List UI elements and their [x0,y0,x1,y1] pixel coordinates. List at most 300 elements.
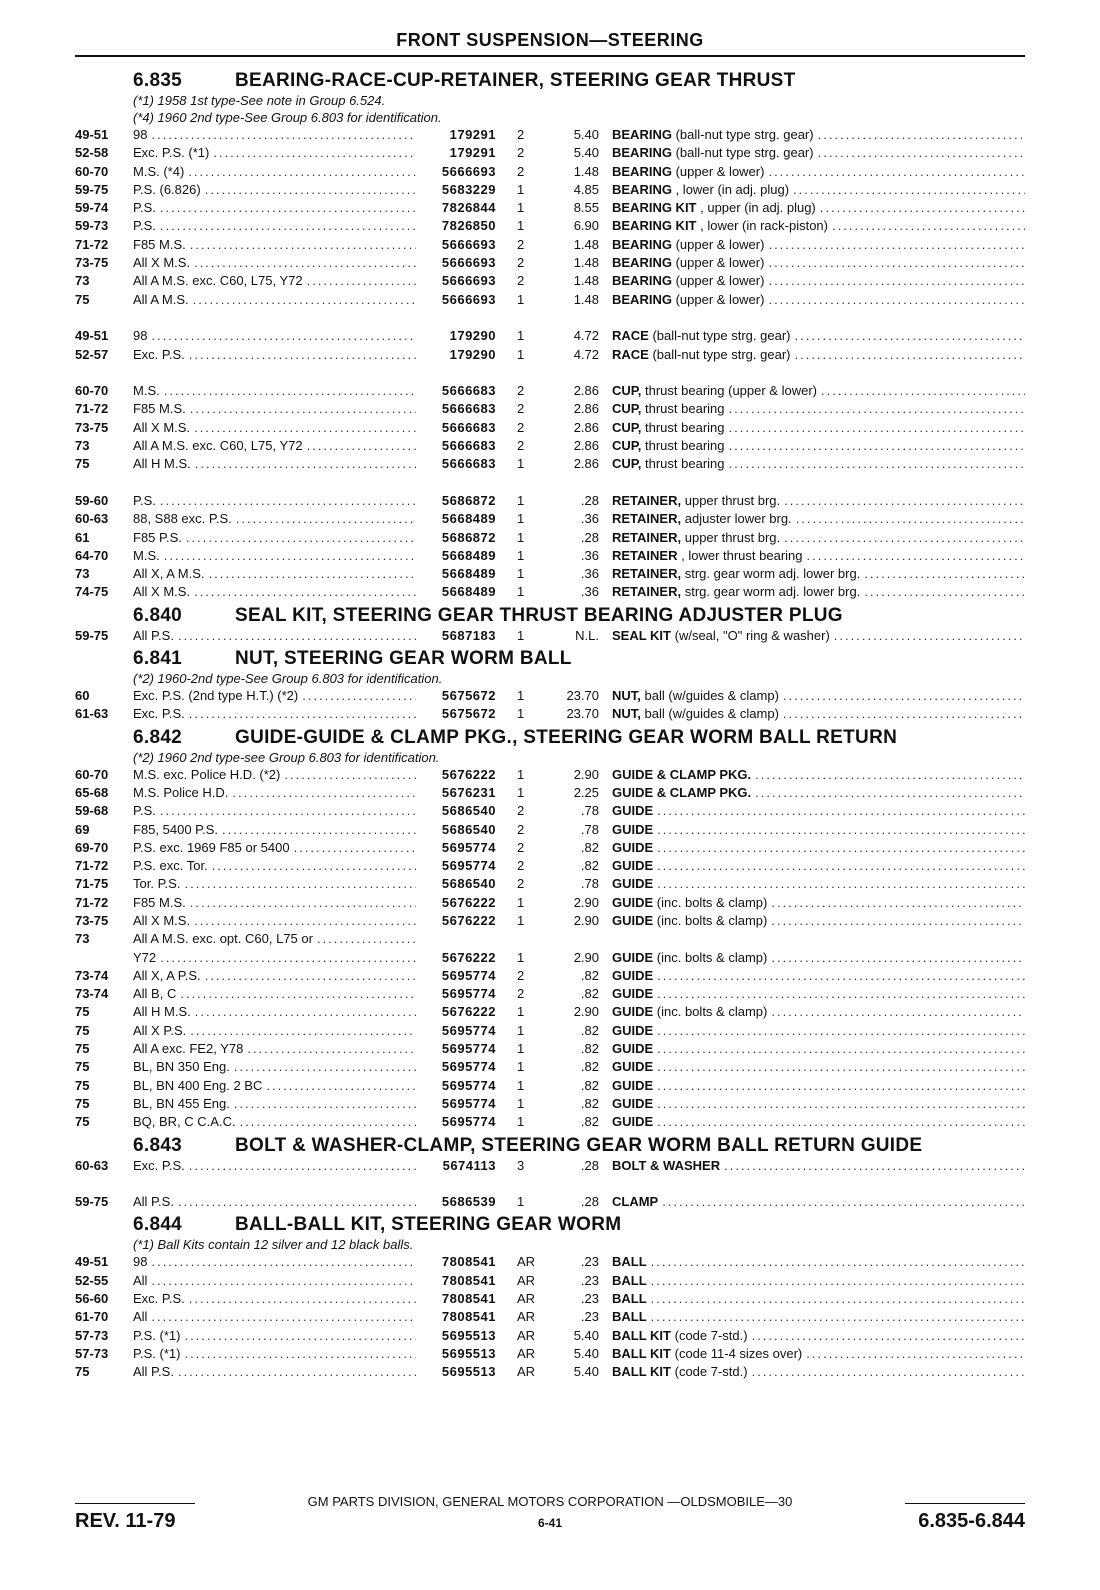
leader-dots [651,1253,1025,1271]
leader-dots [783,705,1025,723]
price: .82 [580,1114,599,1130]
application-cell [133,1290,416,1308]
leader-dots [794,346,1025,364]
application-cell [133,894,416,912]
quantity: AR [517,1272,536,1288]
model-years: 59-74 [75,200,109,216]
leader-dots [752,1327,1025,1345]
description [612,894,767,912]
price: .36 [580,566,599,582]
quantity: 2 [517,383,525,399]
application: BL, BN 400 Eng. 2 BC [133,1077,263,1093]
description-cell [599,1040,1025,1058]
description-detail: thrust bearing [645,456,725,472]
part-number: 5666693 [441,291,496,307]
description-detail: upper thrust brg. [684,492,781,508]
description-detail: strg. gear worm adj. lower brg. [684,566,861,582]
description [612,766,751,784]
part-number: 5666693 [441,273,496,289]
description [612,181,789,199]
catalog-content [75,67,1025,1382]
description-name: GUIDE & CLAMP PKG. [612,766,752,782]
leader-dots [151,1272,416,1290]
model-years: 52-58 [75,145,109,161]
price: .82 [580,1041,599,1057]
description-name: RACE [612,328,649,344]
price: 1.48 [573,291,599,307]
leader-dots [657,1022,1025,1040]
leader-dots [151,1253,416,1271]
application: F85 M.S. [133,401,186,417]
application: F85, 5400 P.S. [133,821,219,837]
description-cell [599,510,1025,528]
leader-dots [657,1040,1025,1058]
application-cell [133,1363,416,1381]
leader-dots [657,821,1025,839]
leader-dots [793,181,1025,199]
price: 4.72 [573,328,599,344]
description-name: GUIDE [612,858,654,874]
description-cell [599,985,1025,1003]
model-years: 73-74 [75,967,109,983]
part-number: 5686540 [441,821,496,837]
description [612,705,779,723]
description-detail: ball (w/guides & clamp) [644,688,779,704]
application: All P.S. [133,1194,174,1210]
leader-dots [657,802,1025,820]
price: .23 [580,1309,599,1325]
part-number: 5666683 [441,401,496,417]
part-number: 5695513 [441,1345,496,1361]
application: All X M.S. [133,419,191,435]
description-detail: (upper & lower) [675,236,765,252]
parts-row [75,236,1025,254]
section-number: 6.840 [133,604,183,626]
leader-dots [783,687,1025,705]
section-note: (*1) Ball Kits contain 12 silver and 12 black balls. [133,1237,414,1253]
part-number: 5695774 [441,839,496,855]
quantity: 2 [517,438,525,454]
parts-row [75,254,1025,272]
description-cell [599,687,1025,705]
description-name: BALL KIT [612,1345,671,1361]
part-number: 5686540 [441,876,496,892]
model-years: 60-70 [75,766,109,782]
description [612,912,767,930]
description-detail: (upper & lower) [675,291,765,307]
price: .23 [580,1291,599,1307]
application: Exc. P.S. (*1) [133,145,210,161]
model-years: 56-60 [75,1291,109,1307]
parts-row [75,687,1025,705]
application-cell [133,163,416,181]
leader-dots [189,1157,416,1175]
description-name: GUIDE [612,1041,654,1057]
description-detail: (inc. bolts & clamp) [656,949,768,965]
leader-dots [151,1308,416,1326]
parts-row [75,1003,1025,1021]
description [612,346,790,364]
leader-dots [729,400,1025,418]
part-number: 5695774 [441,967,496,983]
leader-dots [821,382,1025,400]
quantity: 3 [517,1157,525,1173]
application: P.S. [133,803,156,819]
part-number: 5666693 [441,255,496,271]
application-cell [133,510,416,528]
part-number: 5686872 [441,529,496,545]
price: .28 [580,529,599,545]
price: 2.25 [573,784,599,800]
parts-row [75,875,1025,893]
leader-dots [729,455,1025,473]
description-detail: (inc. bolts & clamp) [656,912,768,928]
section-heading [75,727,1025,748]
application-cell [133,437,416,455]
price: 1.48 [573,255,599,271]
price: .82 [580,1022,599,1038]
model-years: 60-63 [75,511,109,527]
application-cell [133,1022,416,1040]
model-years [75,949,133,967]
model-years: 59-75 [75,627,109,643]
application: P.S. exc. Tor. [133,858,208,874]
parts-row [75,1327,1025,1345]
quantity: 1 [517,1004,525,1020]
model-years: 71-72 [75,858,109,874]
description-cell [599,144,1025,162]
application: All X M.S. [133,912,191,928]
description-cell [599,272,1025,290]
application: Exc. P.S. [133,1291,185,1307]
description-cell [599,1290,1025,1308]
part-number: 7808541 [441,1291,496,1307]
description-name: GUIDE [612,1114,654,1130]
model-years: 61 [75,529,90,545]
price: .82 [580,858,599,874]
parts-row [75,802,1025,820]
parts-row [75,1077,1025,1095]
part-number: 5676222 [441,912,496,928]
parts-row [75,1308,1025,1326]
description [612,272,764,290]
application-cell [133,687,416,705]
section-title: BEARING-RACE-CUP-RETAINER, STEERING GEAR THRUST [235,70,796,91]
application-cell [133,930,416,948]
model-years: 71-72 [75,236,109,252]
parts-row [75,181,1025,199]
parts-row [75,199,1025,217]
model-years: 61-63 [75,706,109,722]
model-years: 73-75 [75,255,109,271]
section-heading [75,648,1025,669]
model-years: 73-75 [75,419,109,435]
application: P.S. [133,200,156,216]
description-cell [599,894,1025,912]
section-number: 6.835 [133,70,183,91]
parts-row [75,583,1025,601]
parts-row [75,1040,1025,1058]
description-name: NUT, [612,688,641,704]
price: 5.40 [573,1364,599,1380]
description [612,1272,647,1290]
application-cell [133,912,416,930]
description-detail: (inc. bolts & clamp) [656,894,768,910]
description [612,1095,653,1113]
description-detail: thrust bearing [645,419,725,435]
part-number: 5666683 [441,456,496,472]
description [612,1193,658,1211]
description-name: SEAL KIT [612,627,671,643]
description-detail: (code 7-std.) [674,1327,748,1343]
application-cell [133,1345,416,1363]
application-cell [133,455,416,473]
description-cell [599,1363,1025,1381]
model-years: 75 [75,456,90,472]
application-cell [133,419,416,437]
quantity: 1 [517,456,525,472]
parts-row [75,510,1025,528]
price: 5.40 [573,1345,599,1361]
description [612,547,803,565]
model-years: 73 [75,438,90,454]
model-years: 73 [75,273,90,289]
quantity: 2 [517,858,525,874]
price: 2.90 [573,1004,599,1020]
price: 2.90 [573,912,599,928]
leader-dots [818,144,1025,162]
quantity: 1 [517,949,525,965]
section-number: 6.843 [133,1134,183,1156]
description-cell [599,163,1025,181]
part-number: 5686872 [441,492,496,508]
application: 88, S88 exc. P.S. [133,511,232,527]
model-years: 75 [75,1364,90,1380]
leader-dots [651,1272,1025,1290]
description-cell [599,492,1025,510]
leader-dots [307,437,416,455]
description-detail: , lower (in rack-piston) [700,218,828,234]
model-years: 73 [75,566,90,582]
description-detail: thrust bearing [645,438,725,454]
price: .82 [580,1059,599,1075]
leader-dots [820,199,1025,217]
footer-rule-left [75,1503,195,1504]
model-years: 57-73 [75,1327,109,1343]
description-name: GUIDE [612,894,654,910]
description-name: BALL KIT [612,1364,671,1380]
application: M.S. exc. Police H.D. (*2) [133,766,281,782]
application-cell [133,327,416,345]
application: All A exc. FE2, Y78 [133,1041,244,1057]
part-number: 7808541 [441,1309,496,1325]
leader-dots [160,217,416,235]
model-years: 75 [75,1004,90,1020]
description-detail: strg. gear worm adj. lower brg. [684,584,861,600]
description [612,857,653,875]
description [612,1040,653,1058]
parts-row [75,821,1025,839]
section-title: NUT, STEERING GEAR WORM BALL [235,648,572,670]
section-note: (*2) 1960-2nd type-See Group 6.803 for identification. [133,671,443,687]
price: 2.86 [573,383,599,399]
quantity: 2 [517,419,525,435]
part-number: 5695513 [441,1364,496,1380]
application: All [133,1309,148,1325]
quantity: 1 [517,346,525,362]
application: M.S. Police H.D. [133,784,229,800]
description-name: BOLT & WASHER [612,1157,721,1173]
leader-dots [189,705,416,723]
quantity: 1 [517,688,525,704]
model-years: 59-75 [75,181,109,197]
description-name: BEARING KIT [612,200,697,216]
row-gap [75,474,1025,492]
section-title: SEAL KIT, STEERING GEAR THRUST BEARING ADJUSTER PLUG [235,604,843,626]
parts-row [75,382,1025,400]
description-cell [599,821,1025,839]
description-name: BALL [612,1254,647,1270]
description-cell [599,565,1025,583]
description [612,291,764,309]
application: All H M.S. [133,456,191,472]
description [612,455,725,473]
parts-row [75,1058,1025,1076]
description-detail: upper thrust brg. [684,529,781,545]
application-cell [133,857,416,875]
description [612,627,830,645]
part-number: 5695513 [441,1327,496,1343]
parts-row [75,492,1025,510]
quantity: 1 [517,766,525,782]
header-rule [75,55,1025,57]
model-years: 59-73 [75,218,109,234]
leader-dots [164,382,416,400]
part-number: 5695774 [441,1114,496,1130]
model-years: 73-75 [75,912,109,928]
price: N.L. [575,627,599,643]
part-number: 5695774 [441,1022,496,1038]
parts-row [75,967,1025,985]
leader-dots [190,236,416,254]
row-gap [75,1175,1025,1193]
parts-row [75,1157,1025,1175]
description [612,1253,647,1271]
description-name: GUIDE [612,967,654,983]
quantity: 2 [517,163,525,179]
parts-row [75,784,1025,802]
leader-dots [209,565,416,583]
application: P.S. (6.826) [133,181,201,197]
quantity: 1 [517,291,525,307]
description-cell [599,529,1025,547]
application-cell [133,565,416,583]
price: 6.90 [573,218,599,234]
quantity: 1 [517,894,525,910]
parts-row [75,1363,1025,1381]
model-years: 59-75 [75,1194,109,1210]
parts-row [75,930,1025,948]
price: .78 [580,803,599,819]
leader-dots [724,1157,1025,1175]
quantity: 1 [517,547,525,563]
leader-dots [771,894,1025,912]
application: BL, BN 350 Eng. [133,1059,230,1075]
leader-dots [178,1193,416,1211]
model-years: 75 [75,1041,90,1057]
application: All X, A P.S. [133,967,201,983]
leader-dots [178,627,416,645]
part-number: 5676222 [441,894,496,910]
application: All X M.S. [133,584,191,600]
leader-dots [195,1003,416,1021]
parts-row [75,400,1025,418]
leader-dots [294,839,416,857]
price: .82 [580,1095,599,1111]
application-cell [133,985,416,1003]
part-number: 5683229 [441,181,496,197]
quantity: 1 [517,706,525,722]
description-cell [599,1253,1025,1271]
quantity: 1 [517,912,525,928]
application-cell [133,705,416,723]
part-number: 7808541 [441,1254,496,1270]
quantity: 1 [517,218,525,234]
price: 2.86 [573,456,599,472]
description-cell [599,839,1025,857]
parts-row [75,455,1025,473]
quantity: AR [517,1345,536,1361]
parts-row [75,291,1025,309]
description [612,1077,653,1095]
price: .28 [580,492,599,508]
description [612,583,860,601]
leader-dots [205,967,416,985]
section-heading [75,1135,1025,1156]
leader-dots [771,1003,1025,1021]
application-cell [133,126,416,144]
section-note: (*1) 1958 1st type-See note in Group 6.524. [133,93,386,108]
application-cell [133,181,416,199]
description [612,1058,653,1076]
description [612,1290,647,1308]
description [612,1157,720,1175]
model-years: 69 [75,821,90,837]
quantity: 2 [517,986,525,1002]
leader-dots [784,492,1025,510]
description [612,529,780,547]
description-name: GUIDE [612,1022,654,1038]
leader-dots [657,967,1025,985]
page-number: 6-41 [537,1516,563,1530]
application: All A M.S. [133,291,189,307]
application-cell [133,1077,416,1095]
description-cell [599,766,1025,784]
price: 8.55 [573,200,599,216]
section-title: BALL-BALL KIT, STEERING GEAR WORM [235,1214,622,1236]
price: .28 [580,1194,599,1210]
quantity: 2 [517,127,525,142]
parts-row [75,437,1025,455]
leader-dots [160,949,416,967]
application: Tor. P.S. [133,876,181,892]
leader-dots [195,455,416,473]
description [612,382,817,400]
part-number: 5695774 [441,986,496,1002]
application-cell [133,492,416,510]
parts-row [75,217,1025,235]
description-name: CUP, [612,419,642,435]
